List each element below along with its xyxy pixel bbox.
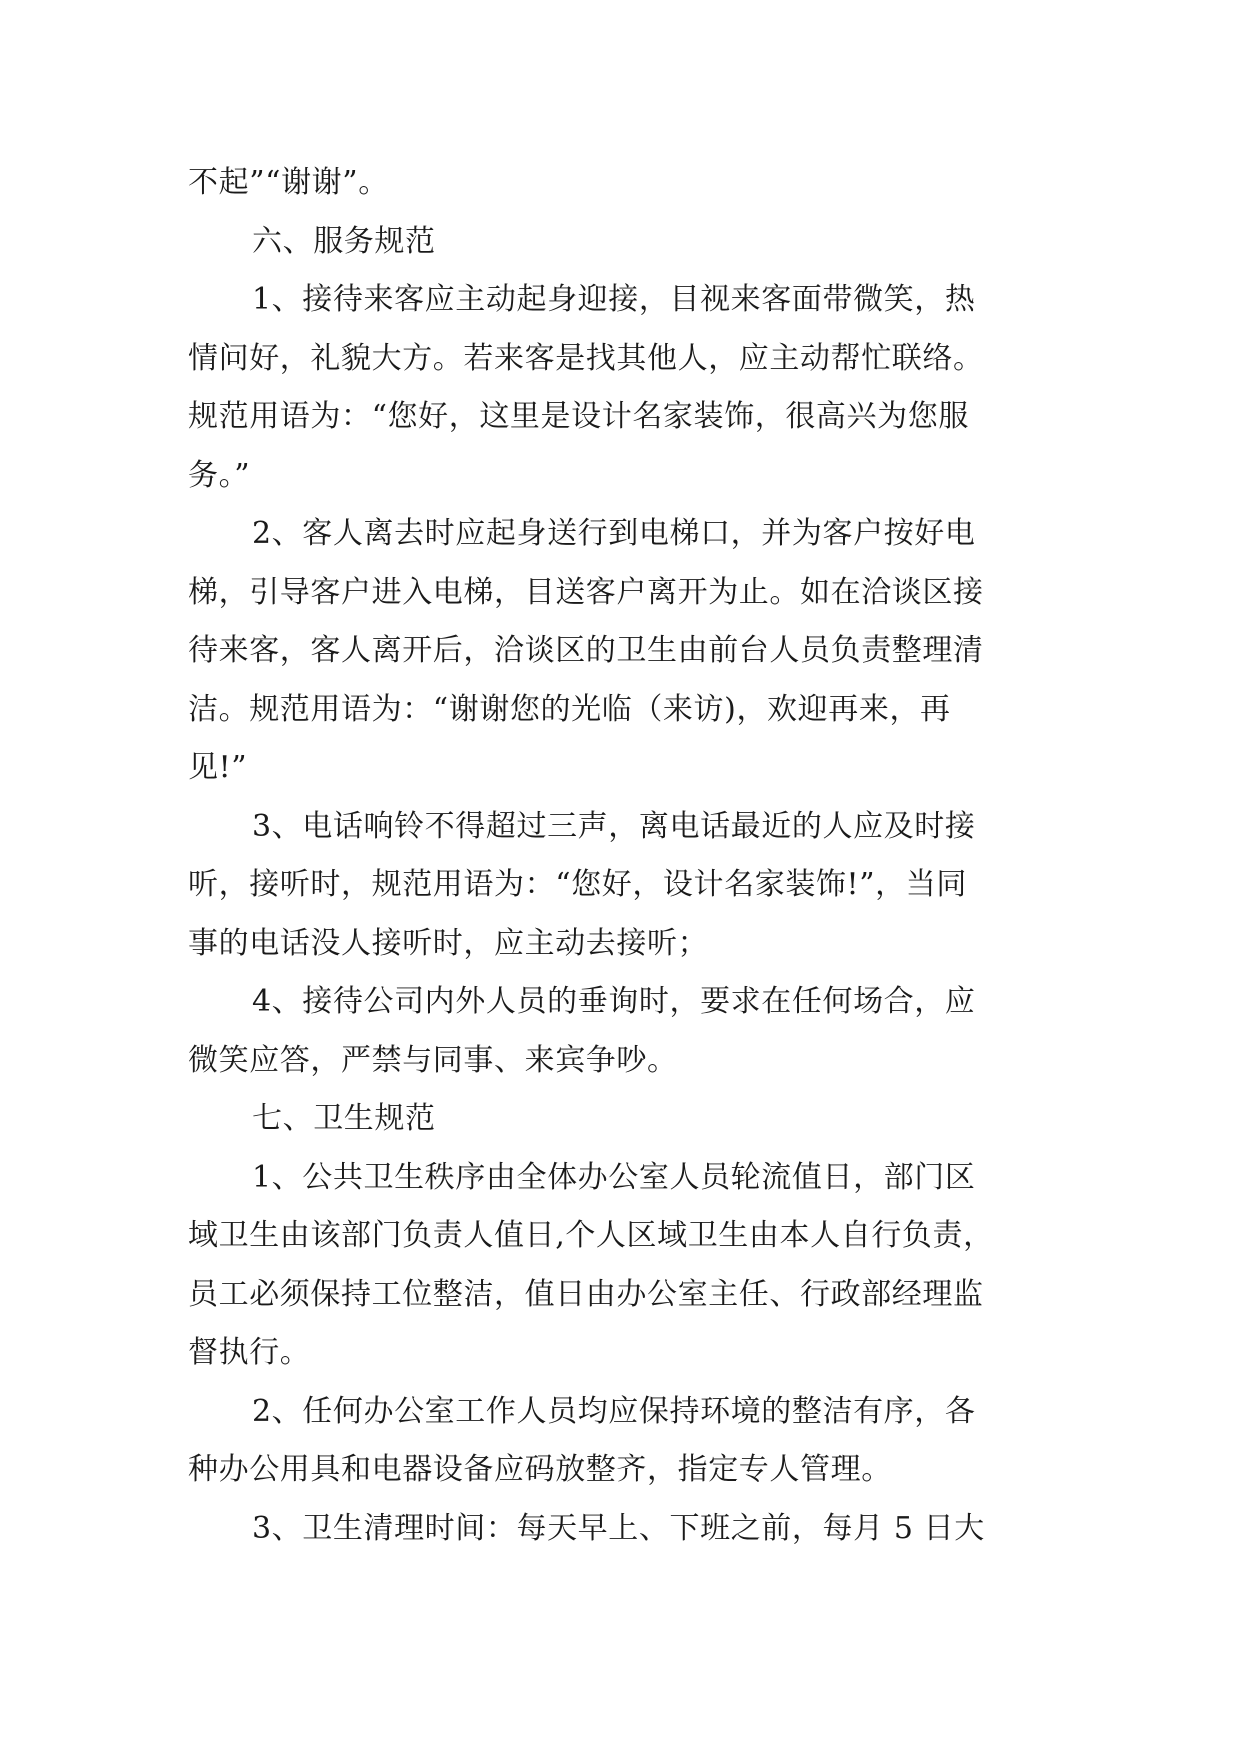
text-line: 4、接待公司内外人员的垂询时，要求在任何场合，应: [252, 984, 976, 1019]
text-line: 3、卫生清理时间：每天早上、下班之前，每月 5 日大: [252, 1510, 985, 1546]
text-line: 3、电话响铃不得超过三声，离电话最近的人应及时接: [252, 808, 976, 844]
section-heading-hygiene: [188, 1090, 1068, 1149]
paragraph-service-3: [188, 798, 1068, 974]
text-line: 务。”: [188, 457, 251, 493]
text-line: 员工必须保持工位整洁，值日由办公室主任、行政部经理监: [188, 1276, 984, 1312]
text-line: 梯，引导客户进入电梯，目送客户离开为止。如在洽谈区接: [188, 574, 984, 610]
paragraph-service-1: [188, 271, 1068, 505]
text-line: 微笑应答，严禁与同事、来宾争吵。: [188, 1042, 678, 1078]
text-line: 规范用语为：“您好，这里是设计名家装饰，很高兴为您服: [188, 399, 969, 434]
text-line: 2、客人离去时应起身送行到电梯口，并为客户按好电: [252, 516, 976, 551]
text-line: 洁。规范用语为：“谢谢您的光临（来访)，欢迎再来，再: [188, 691, 951, 727]
section-heading-service: [188, 213, 1068, 272]
heading-text: 六、服务规范: [252, 223, 436, 259]
text-line: 事的电话没人接听时，应主动去接听；: [188, 925, 709, 961]
paragraph-continuation: [188, 154, 1068, 213]
text-line: 1、公共卫生秩序由全体办公室人员轮流值日，部门区: [252, 1159, 976, 1195]
heading-text: 七、卫生规范: [252, 1101, 436, 1136]
text-line: 种办公用具和电器设备应码放整齐，指定专人管理。: [188, 1452, 892, 1487]
text-line: 1、接待来客应主动起身迎接，目视来客面带微笑，热: [252, 282, 976, 317]
paragraph-service-4: [188, 973, 1068, 1090]
paragraph-hygiene-3: [188, 1500, 1068, 1559]
paragraph-hygiene-2: [188, 1383, 1068, 1500]
document-body: [188, 154, 1068, 1558]
text-line: 情问好，礼貌大方。若来客是找其他人，应主动帮忙联络。: [188, 340, 984, 376]
paragraph-hygiene-1: [188, 1149, 1068, 1383]
text-line: 听，接听时，规范用语为：“您好，设计名家装饰!”，当同: [188, 867, 967, 902]
text-line: 域卫生由该部门负责人值日,个人区域卫生由本人自行负责，: [188, 1218, 994, 1253]
text-line: 待来客，客人离开后，洽谈区的卫生由前台人员负责整理清: [188, 633, 984, 668]
paragraph-service-2: [188, 505, 1068, 798]
text-line: 督执行。: [188, 1335, 311, 1370]
text-line: 见!”: [188, 750, 248, 785]
text-line: 2、任何办公室工作人员均应保持环境的整洁有序，各: [252, 1393, 976, 1429]
text-line: 不起”“谢谢”。: [188, 165, 389, 200]
